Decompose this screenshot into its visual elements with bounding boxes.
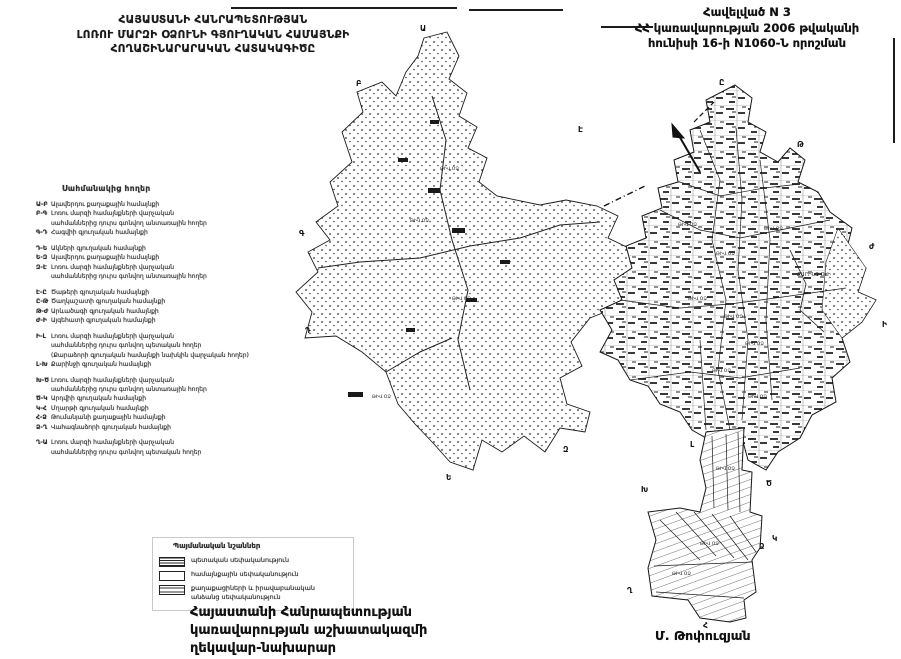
parcel-label: ԹԻՎ ՕՁ — [678, 223, 697, 228]
symbols-item-label: քաղաքացիների և իրավաբանական անձանց սեփականություն — [191, 584, 315, 601]
adjacent-lands-item-text: Արդվիի գյուղական համայնքի — [51, 395, 147, 403]
appendix-line: հունիսի 16-ի N1060-Ն որոշման — [648, 36, 846, 51]
title-line: ՀԱՅԱՍՏԱՆԻ ՀԱՆՐԱՊԵՏՈՒԹՅԱՆ — [118, 14, 308, 26]
boundary-code: Դ-Ե — [36, 244, 48, 252]
boundary-code: Ե-Զ — [36, 254, 48, 262]
parcel-label: ԹԻՎ ՕՁ — [372, 395, 391, 400]
boundary-letter: Գ — [299, 229, 305, 238]
private-hatch-swatch-icon — [159, 585, 185, 595]
appendix-line: Հավելված N 3 — [703, 5, 791, 19]
adjacent-lands-item-text: սահմաններից դուրս գտնվող պետական հողեր — [51, 448, 202, 456]
boundary-letter: Թ — [797, 140, 804, 149]
map-region-west-stippled — [296, 32, 648, 470]
symbols-legend-box — [152, 537, 354, 611]
boundary-letter: Ե — [446, 473, 452, 482]
parcel-label: ԹԻՎ ՕՁ — [700, 542, 719, 547]
boundary-letter: Լ — [690, 440, 695, 449]
boundary-code: Բ-Գ — [36, 210, 48, 218]
symbols-item — [159, 570, 347, 581]
boundary-code: Ա-Բ — [36, 201, 48, 208]
adjacent-lands-item-text: Ալավերդու քաղաքային համայնքի — [51, 201, 160, 208]
symbols-items — [159, 556, 347, 601]
adjacent-lands-item-text: Թումանյանի քաղաքային համայնքի — [51, 414, 166, 422]
boundary-code: Ը-Թ — [36, 298, 49, 306]
adjacent-lands-item-text: սահմաններից դուրս գտնվող անտառային հողեր — [51, 385, 207, 393]
adjacent-lands-item-text: սահմաններից դուրս գտնվող պետական հողեր — [51, 342, 202, 350]
boundary-letter: Ծ — [766, 479, 772, 488]
boundary-letter: Ը — [719, 78, 725, 87]
boundary-code: Թ-Ժ — [36, 307, 49, 315]
adjacent-lands-item-text: Լոռու մարզի համայնքների վարչական — [51, 210, 175, 218]
adjacent-lands-item-text: Հագվիի գյուղական համայնքի — [51, 229, 148, 237]
state-hatch-swatch-icon — [159, 557, 185, 567]
boundary-letter: Ի — [882, 320, 887, 329]
boundary-letter: Կ — [772, 534, 778, 543]
boundary-letter: Ա — [420, 24, 427, 33]
boundary-letter: Ղ — [627, 586, 633, 595]
symbols-item-label: համայնքային սեփականություն — [191, 570, 299, 578]
title-line: ՀՈՂԱՇԻՆԱՐԱՐԱԿԱՆ ՀԱՏԱԿԱԳԻԾԸ — [110, 43, 316, 56]
boundary-letter: Է — [578, 125, 583, 134]
parcel-label: ԹԻՎ ՕՁ — [410, 219, 429, 224]
adjacent-lands-item-text: Մղարթի գյուղական համայնքի — [51, 404, 149, 412]
symbols-item — [159, 556, 347, 567]
adjacent-lands-item-text: Ակների գյուղական համայնքի — [51, 244, 146, 252]
boundary-code: Զ-Է — [36, 263, 47, 271]
adjacent-lands-item-text: Լոռու մարզի համայնքների վարչական — [51, 263, 175, 271]
boundary-letter: Զ — [563, 445, 569, 454]
adjacent-lands-item-text: Ծաղկաշատի գյուղական համայնքի — [51, 298, 166, 306]
boundary-code: Կ-Հ — [36, 404, 47, 412]
signature-line: կառավարության աշխատակազմի — [190, 623, 428, 639]
boundary-letter: Դ — [305, 326, 311, 335]
adjacent-lands-item-text: Արևածագի գյուղական համայնքի — [51, 307, 159, 315]
adjacent-lands-item-text: Լոռու մարզի համայնքների վարչական — [51, 376, 175, 384]
boundary-code: Լ-Խ — [36, 361, 48, 369]
signature-block — [190, 604, 427, 659]
boundary-code: Ծ-Կ — [36, 395, 48, 403]
adjacent-lands-item-text: Լոռու մարզի համայնքների վարչական — [51, 439, 175, 447]
parcel-label: ԹԻՎ ՕՁ — [724, 315, 743, 320]
adjacent-lands-item-text: սահմաններից դուրս գտնվող անտառային հողեր — [51, 219, 207, 227]
parcel-label: ԹԻՎ ՕՁ — [440, 167, 459, 172]
symbols-header: Պայմանական նշաններ — [173, 542, 261, 550]
adjacent-lands-item-text: Ալավերդու քաղաքային համայնքի — [51, 254, 160, 262]
signature-line: Հայաստանի Հանրապետության — [190, 605, 413, 620]
signature-line: ղեկավար-նախարար — [190, 641, 337, 657]
parcel-label: ԹԻՎ ՕՁ — [672, 572, 691, 577]
title-line: ԼՈՌՈՒ ՄԱՐԶԻ ՕՁՈՒՆԻ ԳՅՈՒՂԱԿԱՆ ՀԱՄԱՅՆՔԻ — [76, 28, 350, 41]
adjacent-lands-item-text: Ծաթերի գյուղական համայնքի — [51, 288, 150, 296]
community-hatch-swatch-icon — [159, 571, 185, 581]
boundary-code: Ի-Լ — [36, 332, 46, 340]
boundary-letter: Խ — [641, 485, 649, 494]
symbols-item — [159, 584, 347, 601]
boundary-code: Գ-Դ — [36, 229, 48, 237]
boundary-code: Հ-Ձ — [36, 414, 47, 422]
boundary-code: Ղ-Ա — [36, 439, 48, 447]
adjacent-lands-item-text: Վահագնաձորի գյուղական համայնքի — [51, 423, 171, 431]
boundary-code: Է-Ը — [36, 288, 47, 296]
adjacent-lands-item-text: Քարինջի գյուղական համայնքի — [51, 361, 152, 369]
parcel-label: ԹԻՎ ՕՁ — [716, 252, 735, 257]
adjacent-lands-item-text: սահմաններից դուրս գտնվող անտառային հողեր — [51, 273, 207, 281]
parcel-label: ԹԻՎ ՕՁ — [748, 395, 767, 400]
adjacent-lands-item-text: Լոռու մարզի համայնքների վարչական — [51, 332, 175, 340]
boundary-code: Ժ-Ի — [36, 317, 47, 325]
boundary-letter: Ձ — [759, 542, 765, 551]
appendix-line: ՀՀ կառավարության 2006 թվականի — [634, 20, 860, 35]
parcel-label: ԹԻՎ ՕՁ — [745, 342, 764, 347]
parcel-label: ԹԻՎ ՕՁ — [764, 227, 783, 232]
boundary-code: Խ-Ծ — [36, 376, 49, 384]
adjacent-lands-item-text: (Քարաձորի գյուղական համայնքի նախկին վարչական հողեր) — [51, 351, 249, 359]
adjacent-lands-header: Սահմանակից հողեր — [62, 184, 151, 193]
boundary-letter: Ժ — [869, 242, 875, 251]
parcel-label: ԹԻՎ ՕՁ — [688, 297, 707, 302]
parcel-label: ԹԻՎ ՕՁ — [452, 297, 471, 302]
symbols-item-label: պետական սեփականություն — [191, 556, 290, 564]
boundary-letter: Բ — [356, 79, 362, 88]
parcel-label: ԹԻՎ ՕՁ — [712, 369, 731, 374]
boundary-code: Ձ-Ղ — [36, 423, 48, 431]
adjacent-lands-item-text: Այգեհատի գյուղական համայնքի — [51, 317, 156, 325]
boundary-letter: Հ — [703, 621, 708, 630]
signatory-name: Մ. Թոփուզյան — [655, 628, 751, 643]
parcel-label: ԹԻՎ ՕՁ — [716, 467, 735, 472]
parcel-label: ՔԱՐԻՆՋ ՕԼԻ — [797, 272, 831, 278]
